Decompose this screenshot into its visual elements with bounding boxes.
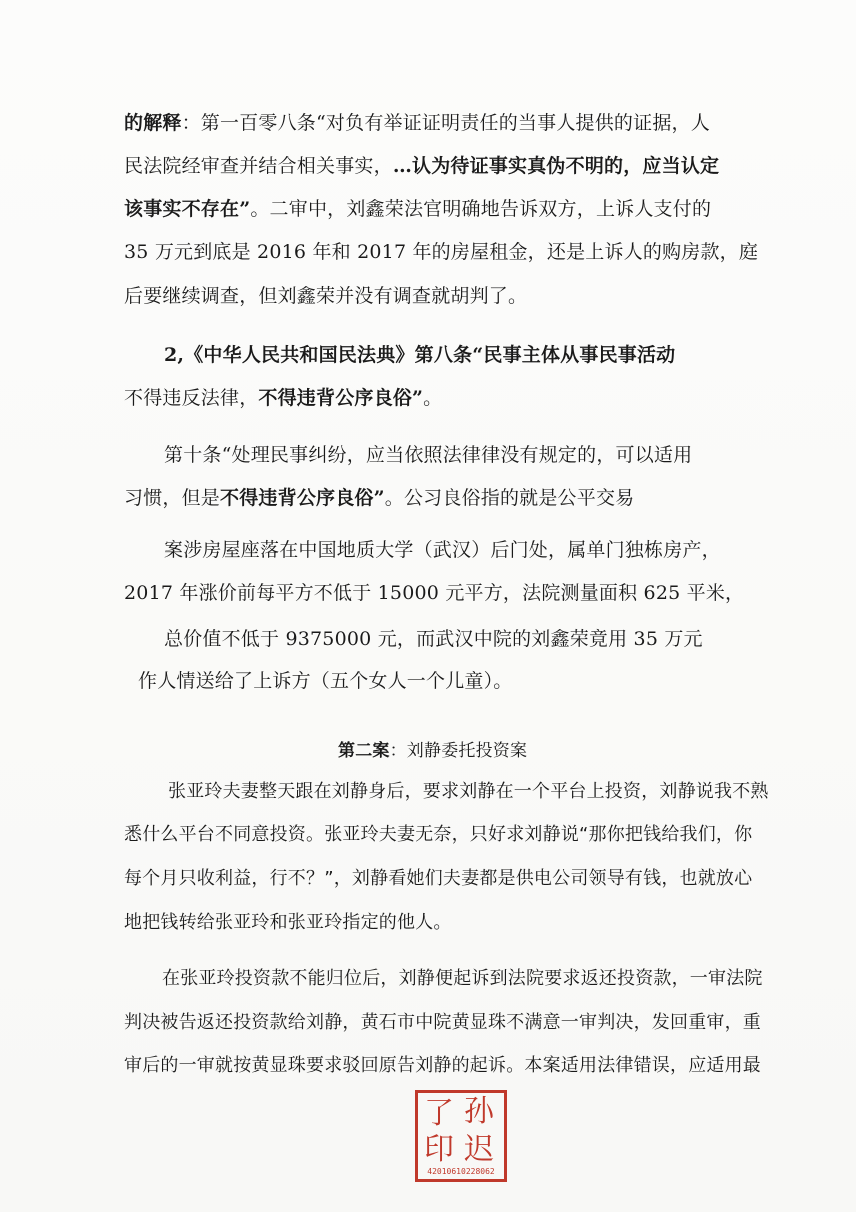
section2-p1-line2: 悉什么平台不同意投资。张亚玲夫妻无奈，只好求刘静说“那你把钱给我们，你 — [124, 824, 753, 845]
seal-number: 42010610228062 — [427, 1167, 495, 1176]
seal-char-3: 印 — [424, 1132, 454, 1167]
para2-line2-end: 。 — [423, 387, 443, 409]
section2-p2-line1: 在张亚玲投资款不能归位后，刘静便起诉到法院要求返还投资款，一审法院 — [162, 968, 763, 989]
section2-title — [338, 736, 527, 761]
para4-line2: 2017 年涨价前每平方不低于 15000 元平方，法院测量面积 625 平米， — [124, 582, 745, 604]
para1-line1-text: ：第一百零八条“对负有举证证明责任的当事人提供的证据，人 — [181, 112, 710, 134]
para1-line1 — [124, 108, 710, 135]
para1-line2 — [124, 151, 719, 178]
section2-p2-line2: 判决被告返还投资款给刘静，黄石市中院黄显珠不满意一审判决，发回重审，重 — [124, 1012, 761, 1033]
para3-line2 — [124, 483, 634, 510]
para1-line1-bold: 的解释 — [124, 112, 182, 134]
seal-char-1: 了 — [424, 1096, 454, 1131]
section2-title-text: ：刘静委托投资案 — [389, 741, 528, 761]
para1-line2-bold: …认为待证事实真伪不明的，应当认定 — [392, 155, 720, 177]
para3-line2-text: 习惯，但是 — [124, 487, 221, 509]
para2-line2-bold: 不得违背公序良俗” — [258, 387, 424, 409]
para4-line1: 案涉房屋座落在中国地质大学（武汉）后门处，属单门独栋房产， — [164, 539, 721, 561]
seal-char-2: 孙 — [464, 1094, 494, 1129]
para2-line1: 2,《中华人民共和国民法典》第八条“民事主体从事民事活动 — [164, 344, 676, 366]
section2-p1-line1: 张亚玲夫妻整天跟在刘静身后，要求刘静在一个平台上投资，刘静说我不熟 — [168, 781, 769, 802]
para1-line4: 35 万元到底是 2016 年和 2017 年的房屋租金，还是上诉人的购房款，庭 — [124, 241, 759, 263]
para3-line1: 第十条“处理民事纠纷，应当依照法律律没有规定的，可以适用 — [164, 444, 693, 466]
section2-p1-line4: 地把钱转给张亚玲和张亚玲指定的他人。 — [124, 912, 452, 933]
para4-line3: 总价值不低于 9375000 元，而武汉中院的刘鑫荣竟用 35 万元 — [164, 628, 703, 650]
para2-line2-text: 不得违反法律， — [124, 387, 259, 409]
para2-line2 — [124, 383, 442, 410]
section2-title-bold: 第二案 — [338, 741, 390, 761]
para3-line2-bold: 不得违背公序良俗” — [220, 487, 385, 509]
para3-line2-end: 。公习良俗指的就是公平交易 — [384, 487, 635, 509]
para1-line3-text: 。二审中，刘鑫荣法官明确地告诉双方，上诉人支付的 — [250, 198, 712, 220]
section2-p2-line3: 审后的一审就按黄显珠要求驳回原告刘静的起诉。本案适用法律错误，应适用最 — [124, 1055, 761, 1076]
para1-line3 — [124, 194, 711, 221]
para1-line2-text: 民法院经审查并结合相关事实， — [124, 155, 393, 177]
name-seal-stamp — [415, 1090, 507, 1182]
section2-p1-line3: 每个月只收利益，行不？”，刘静看她们夫妻都是供电公司领导有钱，也就放心 — [124, 868, 753, 889]
para1-line5: 后要继续调查，但刘鑫荣并没有调查就胡判了。 — [124, 285, 528, 307]
para4-line4: 作人情送给了上诉方（五个女人一个儿童）。 — [138, 670, 513, 692]
para1-line3-bold: 该事实不存在” — [124, 198, 251, 220]
seal-char-4: 迟 — [464, 1132, 494, 1167]
